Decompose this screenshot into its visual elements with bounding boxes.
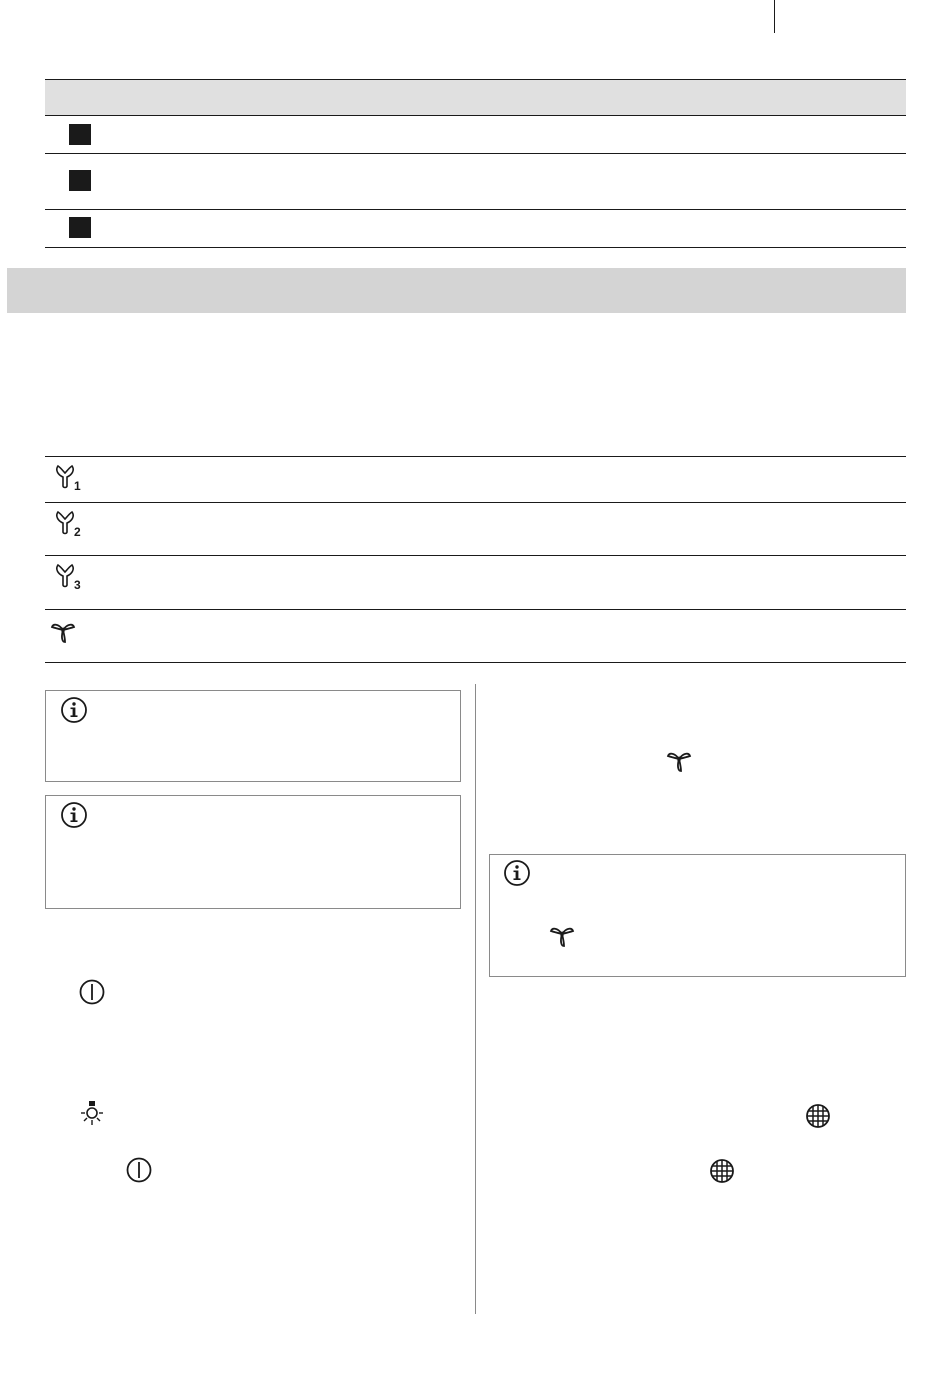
info-box: [489, 854, 906, 977]
black-square-marker-icon: [69, 217, 91, 238]
info-box: [45, 795, 461, 909]
fan-speed-3-icon: [50, 561, 84, 595]
row-divider: [45, 209, 906, 210]
row-divider: [45, 609, 906, 610]
info-box: [45, 690, 461, 782]
column-divider: [475, 684, 476, 1314]
svg-text:2: 2: [74, 525, 81, 539]
grease-filter-icon: [804, 1102, 832, 1130]
row-divider: [45, 153, 906, 154]
row-divider: [45, 555, 906, 556]
crop-mark: [774, 0, 775, 33]
fan-boost-icon: [664, 744, 698, 778]
info-icon: [60, 696, 88, 724]
svg-text:3: 3: [74, 578, 81, 592]
fan-speed-2-icon: [50, 508, 84, 542]
row-divider: [45, 502, 906, 503]
svg-text:1: 1: [74, 479, 81, 493]
row-divider: [45, 247, 906, 248]
grease-filter-icon: [708, 1157, 736, 1185]
row-divider: [45, 456, 906, 457]
power-icon: [125, 1156, 153, 1184]
fan-boost-icon: [48, 615, 82, 649]
section-heading-band: [7, 268, 906, 313]
black-square-marker-icon: [69, 170, 91, 191]
table-header: [45, 79, 906, 116]
fan-speed-1-icon: [50, 462, 84, 496]
info-icon: [60, 801, 88, 829]
light-icon: [78, 1100, 106, 1128]
row-divider: [45, 662, 906, 663]
fan-boost-icon: [547, 919, 581, 953]
info-icon: [503, 859, 531, 887]
black-square-marker-icon: [69, 124, 91, 145]
power-icon: [78, 978, 106, 1006]
